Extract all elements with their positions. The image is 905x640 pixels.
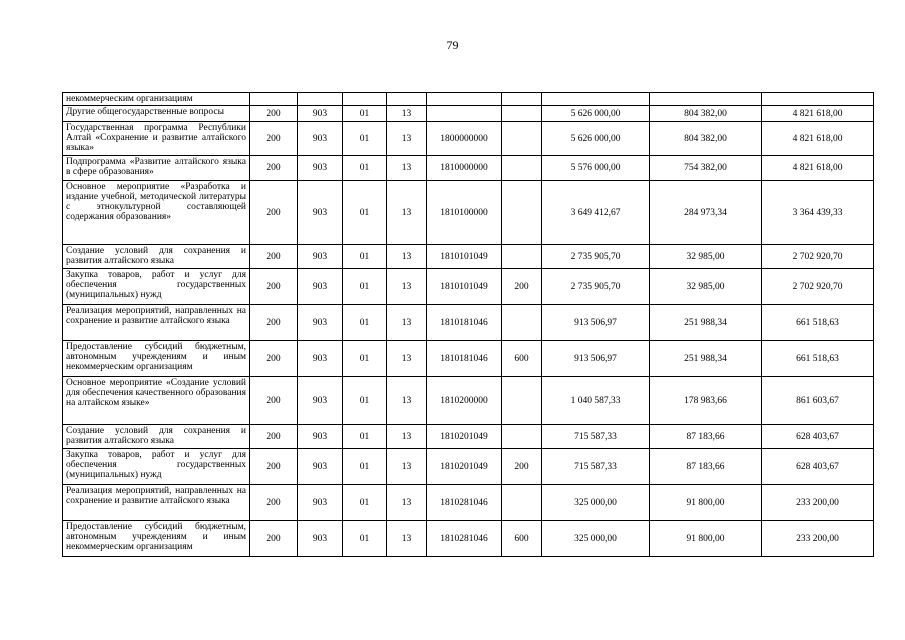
row-name: Основное мероприятие «Создание условий для обеспечения качественного образования на алтайском языке» — [63, 377, 250, 425]
cell-csr: 1810101049 — [427, 245, 502, 269]
cell-ved: 200 — [250, 245, 298, 269]
cell-ved: 200 — [250, 521, 298, 557]
cell-pr: 13 — [387, 106, 427, 122]
cell-gr: 903 — [298, 269, 343, 305]
cell-pr: 13 — [387, 122, 427, 156]
cell-sum-change: 178 983,66 — [650, 377, 762, 425]
cell-vr: 600 — [502, 521, 542, 557]
cell-sum-total: 2 702 920,70 — [762, 269, 874, 305]
cell-sum-change: 32 985,00 — [650, 269, 762, 305]
cell-sum-change: 251 988,34 — [650, 341, 762, 377]
cell-rz: 01 — [343, 122, 387, 156]
table-row — [63, 156, 874, 181]
cell-ved: 200 — [250, 377, 298, 425]
cell-rz: 01 — [343, 341, 387, 377]
cell-sum-change: 804 382,00 — [650, 106, 762, 122]
cell-csr: 1810181046 — [427, 305, 502, 341]
table-row — [63, 106, 874, 122]
cell-sum-total: 628 403,67 — [762, 425, 874, 449]
cell-sum-total: 661 518,63 — [762, 305, 874, 341]
cell-gr: 903 — [298, 377, 343, 425]
cell-sum-plan: 5 626 000,00 — [542, 122, 650, 156]
cell-csr: 1800000000 — [427, 122, 502, 156]
cell-rz: 01 — [343, 377, 387, 425]
cell-rz: 01 — [343, 425, 387, 449]
cell-csr: 1810201049 — [427, 449, 502, 485]
cell-sum-total: 4 821 618,00 — [762, 122, 874, 156]
cell-rz: 01 — [343, 485, 387, 521]
cell-gr: 903 — [298, 245, 343, 269]
cell-ved: 200 — [250, 269, 298, 305]
cell-rz: 01 — [343, 269, 387, 305]
cell-csr: 1810000000 — [427, 156, 502, 181]
cell-pr: 13 — [387, 485, 427, 521]
cell-vr: 600 — [502, 341, 542, 377]
cell-sum-total: 4 821 618,00 — [762, 156, 874, 181]
cell-csr: 1810200000 — [427, 377, 502, 425]
cell-ved: 200 — [250, 305, 298, 341]
cell-sum-change: 804 382,00 — [650, 122, 762, 156]
cell-vr: 200 — [502, 269, 542, 305]
cell-sum-change: 32 985,00 — [650, 245, 762, 269]
row-name: Создание условий для сохранения и развития алтайского языка — [63, 245, 250, 269]
table-row — [63, 181, 874, 245]
row-name: Другие общегосударственные вопросы — [63, 106, 250, 122]
table-row — [63, 449, 874, 485]
table-row — [63, 305, 874, 341]
cell-pr: 13 — [387, 521, 427, 557]
row-name: Предоставление субсидий бюджетным, автономным учреждениям и иным некоммерческим организациям — [63, 521, 250, 557]
table-row — [63, 425, 874, 449]
table-row — [63, 377, 874, 425]
cell-sum-total: 3 364 439,33 — [762, 181, 874, 245]
cell-sum-plan: 2 735 905,70 — [542, 269, 650, 305]
row-name: Подпрограмма «Развитие алтайского языка в сфере образования» — [63, 156, 250, 181]
cell-gr: 903 — [298, 156, 343, 181]
cell-rz: 01 — [343, 245, 387, 269]
cell-pr: 13 — [387, 425, 427, 449]
cell-sum-change: 754 382,00 — [650, 156, 762, 181]
cell-ved: 200 — [250, 156, 298, 181]
cell-sum-total: 233 200,00 — [762, 485, 874, 521]
cell-rz: 01 — [343, 106, 387, 122]
cell-gr: 903 — [298, 449, 343, 485]
cell-gr: 903 — [298, 485, 343, 521]
cell-sum-change: 91 800,00 — [650, 521, 762, 557]
cell-sum-plan: 715 587,33 — [542, 425, 650, 449]
cell-sum-total: 628 403,67 — [762, 449, 874, 485]
cell-sum-plan: 913 506,97 — [542, 341, 650, 377]
cell-ved — [250, 93, 298, 106]
cell-sum-change: 87 183,66 — [650, 425, 762, 449]
cell-csr: 1810100000 — [427, 181, 502, 245]
cell-ved: 200 — [250, 449, 298, 485]
cell-sum-plan: 325 000,00 — [542, 485, 650, 521]
cell-sum-total: 861 603,67 — [762, 377, 874, 425]
cell-gr: 903 — [298, 305, 343, 341]
cell-pr: 13 — [387, 341, 427, 377]
cell-gr: 903 — [298, 181, 343, 245]
cell-csr: 1810181046 — [427, 341, 502, 377]
cell-ved: 200 — [250, 485, 298, 521]
cell-csr: 1810201049 — [427, 425, 502, 449]
cell-sum-total: 2 702 920,70 — [762, 245, 874, 269]
cell-vr — [502, 156, 542, 181]
cell-sum-plan: 1 040 587,33 — [542, 377, 650, 425]
cell-sum-change: 91 800,00 — [650, 485, 762, 521]
cell-csr: 1810281046 — [427, 485, 502, 521]
cell-ved: 200 — [250, 106, 298, 122]
cell-sum-plan: 5 576 000,00 — [542, 156, 650, 181]
row-name: Реализация мероприятий, направленных на сохранение и развитие алтайского языка — [63, 305, 250, 341]
cell-pr: 13 — [387, 245, 427, 269]
cell-sum-change — [650, 93, 762, 106]
cell-sum-change: 87 183,66 — [650, 449, 762, 485]
cell-rz — [343, 93, 387, 106]
cell-ved: 200 — [250, 341, 298, 377]
cell-pr: 13 — [387, 156, 427, 181]
row-name: Закупка товаров, работ и услуг для обеспечения государственных (муниципальных) нужд — [63, 269, 250, 305]
cell-vr — [502, 245, 542, 269]
cell-pr — [387, 93, 427, 106]
cell-vr: 200 — [502, 449, 542, 485]
row-name: Предоставление субсидий бюджетным, автономным учреждениям и иным некоммерческим организациям — [63, 341, 250, 377]
cell-gr: 903 — [298, 521, 343, 557]
cell-vr — [502, 305, 542, 341]
row-name: Создание условий для сохранения и развития алтайского языка — [63, 425, 250, 449]
cell-vr — [502, 181, 542, 245]
budget-table — [62, 92, 874, 557]
cell-sum-total: 4 821 618,00 — [762, 106, 874, 122]
cell-gr: 903 — [298, 122, 343, 156]
row-name: Реализация мероприятий, направленных на сохранение и развитие алтайского языка — [63, 485, 250, 521]
cell-vr — [502, 122, 542, 156]
cell-csr — [427, 93, 502, 106]
cell-pr: 13 — [387, 181, 427, 245]
cell-sum-plan: 715 587,33 — [542, 449, 650, 485]
cell-vr — [502, 377, 542, 425]
table-row — [63, 245, 874, 269]
cell-sum-change: 284 973,34 — [650, 181, 762, 245]
row-name: Государственная программа Республики Алтай «Сохранение и развитие алтайского языка» — [63, 122, 250, 156]
cell-sum-total: 233 200,00 — [762, 521, 874, 557]
cell-ved: 200 — [250, 425, 298, 449]
cell-sum-total: 661 518,63 — [762, 341, 874, 377]
cell-pr: 13 — [387, 269, 427, 305]
row-name: Основное мероприятие «Разработка и издание учебной, методической литературы с этнокультурной составляющей содержания образования» — [63, 181, 250, 245]
table-row — [63, 485, 874, 521]
cell-gr: 903 — [298, 341, 343, 377]
cell-ved: 200 — [250, 122, 298, 156]
cell-vr — [502, 106, 542, 122]
cell-rz: 01 — [343, 449, 387, 485]
cell-vr — [502, 425, 542, 449]
cell-pr: 13 — [387, 377, 427, 425]
cell-sum-plan: 2 735 905,70 — [542, 245, 650, 269]
cell-rz: 01 — [343, 521, 387, 557]
row-name: некоммерческим организациям — [63, 93, 250, 106]
cell-sum-plan: 3 649 412,67 — [542, 181, 650, 245]
cell-rz: 01 — [343, 305, 387, 341]
table-row — [63, 341, 874, 377]
cell-sum-plan — [542, 93, 650, 106]
cell-csr: 1810281046 — [427, 521, 502, 557]
cell-sum-plan: 325 000,00 — [542, 521, 650, 557]
cell-ved: 200 — [250, 181, 298, 245]
cell-gr: 903 — [298, 106, 343, 122]
cell-pr: 13 — [387, 449, 427, 485]
table-row — [63, 93, 874, 106]
page-number: 79 — [446, 38, 459, 52]
row-name: Закупка товаров, работ и услуг для обеспечения государственных (муниципальных) нужд — [63, 449, 250, 485]
cell-rz: 01 — [343, 156, 387, 181]
cell-sum-total — [762, 93, 874, 106]
cell-rz: 01 — [343, 181, 387, 245]
cell-gr — [298, 93, 343, 106]
cell-gr: 903 — [298, 425, 343, 449]
table-row — [63, 269, 874, 305]
cell-pr: 13 — [387, 305, 427, 341]
cell-sum-plan: 5 626 000,00 — [542, 106, 650, 122]
cell-csr: 1810101049 — [427, 269, 502, 305]
cell-sum-plan: 913 506,97 — [542, 305, 650, 341]
cell-vr — [502, 485, 542, 521]
cell-csr — [427, 106, 502, 122]
cell-sum-change: 251 988,34 — [650, 305, 762, 341]
table-body — [63, 93, 874, 557]
table-row — [63, 122, 874, 156]
cell-vr — [502, 93, 542, 106]
table-row — [63, 521, 874, 557]
